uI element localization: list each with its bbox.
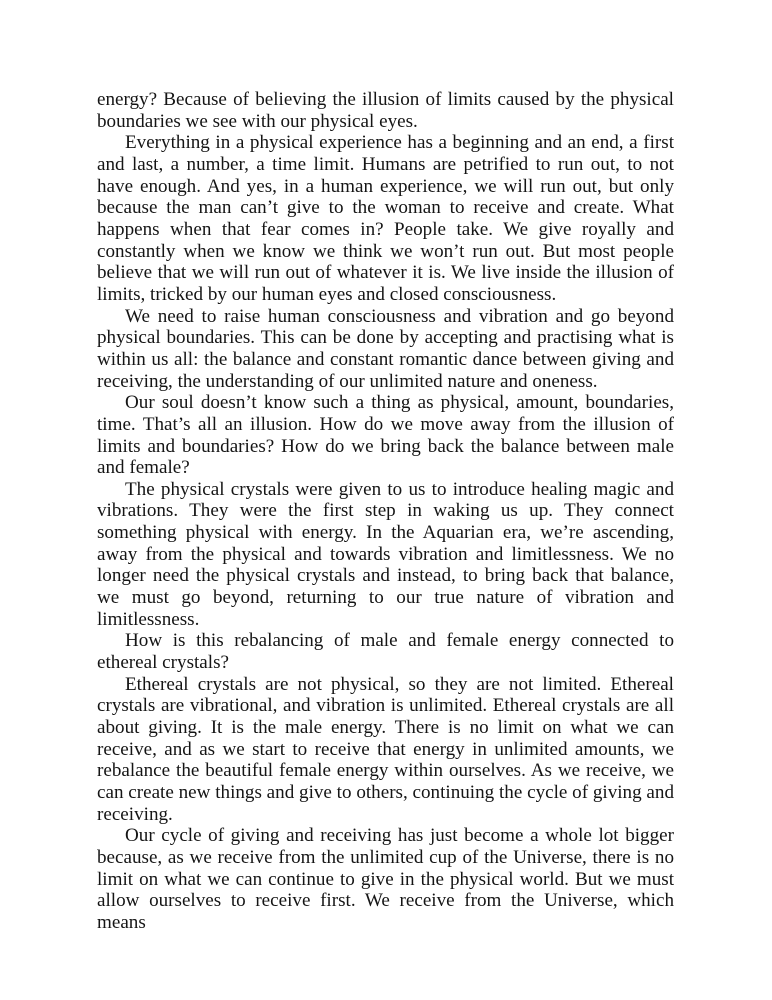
paragraph-physical-experience: Everything in a physical experience has a beginning and an end, a first and last, a number, a time limit. Humans are petrified to run out, to not have enough. And yes, in a human experience, we will run out, but only because the man can’t give to the woman to receive and create. What happens when that fear comes in? People take. We give royally and constantly when we know we think we won’t run out. But most people believe that we will run out of whatever it is. We live inside the illusion of limits, tricked by our human eyes and closed consciousness. <box>97 132 674 305</box>
paragraph-rebalancing-question: How is this rebalancing of male and female energy connected to ethereal crystals? <box>97 630 674 674</box>
paragraph-physical-crystals: The physical crystals were given to us to introduce healing magic and vibrations. They were the first step in waking us up. They connect something physical with energy. In the Aquarian era, we’re ascending, away from the physical and towards vibration and limitlessness. We no longer need the physical crystals and instead, to bring back that balance, we must go beyond, returning to our true nature of vibration and limitlessness. <box>97 478 674 630</box>
book-page-body <box>97 89 674 934</box>
paragraph-raise-consciousness: We need to raise human consciousness and vibration and go beyond physical boundaries. This can be done by accepting and practising what is within us all: the balance and constant romantic dance between giving and receiving, the understanding of our unlimited nature and oneness. <box>97 305 674 392</box>
paragraph-continuation: energy? Because of believing the illusion of limits caused by the physical boundaries we see with our physical eyes. <box>97 89 674 132</box>
paragraph-cycle-giving-receiving: Our cycle of giving and receiving has just become a whole lot bigger because, as we receive from the unlimited cup of the Universe, there is no limit on what we can continue to give in the physical world. But we must allow ourselves to receive first. We receive from the Universe, which means <box>97 825 674 933</box>
paragraph-ethereal-crystals: Ethereal crystals are not physical, so they are not limited. Ethereal crystals are vibrational, and vibration is unlimited. Ethereal crystals are all about giving. It is the male energy. There is no limit on what we can receive, and as we start to receive that energy in unlimited amounts, we rebalance the beautiful female energy within ourselves. As we receive, we can create new things and give to others, continuing the cycle of giving and receiving. <box>97 673 674 825</box>
paragraph-soul-illusion: Our soul doesn’t know such a thing as physical, amount, boundaries, time. That’s all an illusion. How do we move away from the illusion of limits and boundaries? How do we bring back the balance between male and female? <box>97 392 674 479</box>
